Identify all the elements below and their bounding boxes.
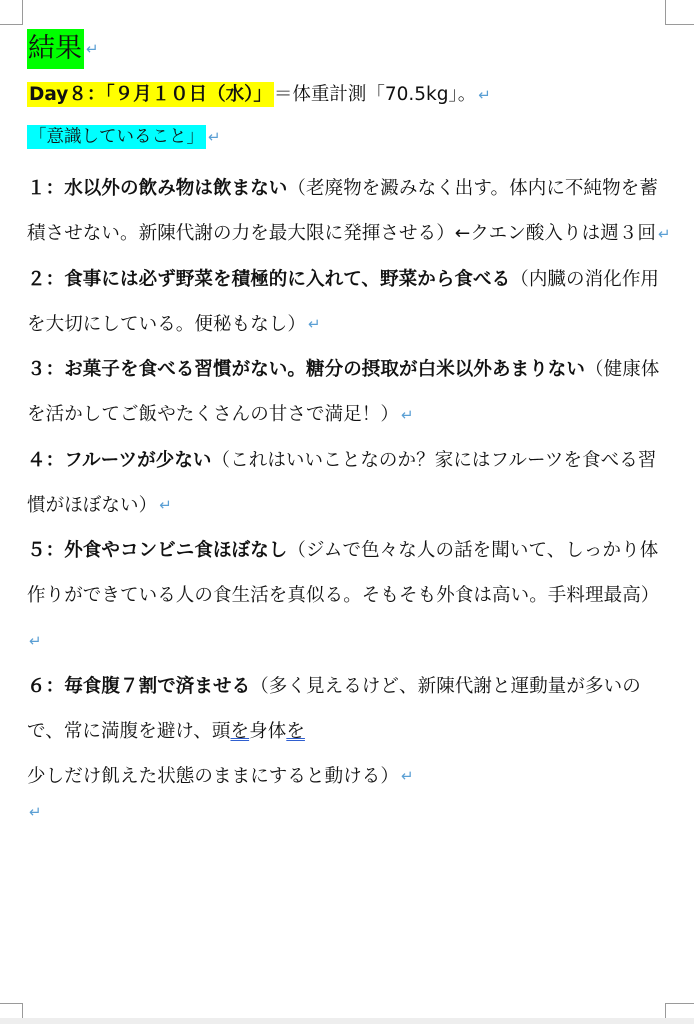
page-corner-top-left (0, 0, 23, 25)
item-heading: ２：食事には必ず野菜を積極的に入れて、野菜から食べる (27, 268, 511, 290)
item-heading: ３：お菓子を食べる習慣がない。糖分の摂取が白米以外あまりない (27, 359, 586, 380)
document-title: 結果 (27, 29, 84, 69)
weight-measurement-text: ＝体重計測「70.5kg」。 (273, 84, 477, 105)
paragraph-mark-icon: ↵ (86, 40, 99, 58)
day-weight-paragraph (27, 80, 672, 110)
awareness-heading: 「意識していること」 (29, 127, 204, 147)
item-heading: ４：フルーツが少ない (27, 449, 212, 471)
grammar-underline: を (286, 720, 305, 742)
item-heading: １：水以外の飲み物は飲まない (27, 178, 288, 199)
item-heading: ５：外食やコンビニ食ほぼなし (27, 540, 288, 561)
paragraph-mark-icon: ↵ (208, 128, 221, 146)
paragraph-mark-icon: ↵ (159, 496, 172, 514)
paragraph-mark-icon: ↵ (478, 86, 491, 104)
paragraph-mark-icon: ↵ (308, 315, 321, 333)
item-text: 少しだけ飢えた状態のままにすると動ける） (27, 765, 400, 787)
item-text: （これはいいことなのか？家にはフルーツを食べる習慣がほぼない） (27, 449, 657, 516)
day-date-highlight: Day８：「９月１０日（水）」 (29, 84, 272, 105)
document-body[interactable] (27, 27, 672, 824)
empty-paragraph (27, 799, 672, 824)
list-item (27, 166, 672, 257)
awareness-list (27, 166, 672, 799)
paragraph-mark-icon: ↵ (29, 802, 42, 821)
list-item (27, 347, 672, 438)
awareness-heading-paragraph (27, 122, 672, 152)
paragraph-mark-icon: ↵ (29, 631, 42, 650)
title-paragraph (27, 27, 672, 71)
item-text: （多く見えるけど、新陳代謝と運動量が多いので、常に満腹を避け、頭 (27, 675, 641, 742)
page-corner-top-right (665, 0, 694, 25)
item-heading: ６：毎食腹７割で済ませる (27, 675, 251, 697)
paragraph-mark-icon: ↵ (401, 405, 414, 424)
grammar-underline: を (230, 720, 250, 742)
list-item (27, 438, 672, 529)
item-text: （内臓の消化作用を大切にしている。便秘もなし） (27, 268, 660, 335)
paragraph-mark-icon: ↵ (658, 224, 671, 243)
page-bottom-edge (0, 1018, 694, 1024)
list-item (27, 664, 672, 800)
paragraph-mark-icon: ↵ (401, 767, 414, 785)
item-text: （ジムで色々な人の話を聞いて、しっかり体作りができている人の食生活を真似る。そもそも外食は高い。手料理最高） (27, 540, 660, 606)
list-item (27, 257, 672, 348)
item-text: （老廃物を澱みなく出す。体内に不純物を蓄積させない。新陳代謝の力を最大限に発揮させる）←クエン酸入りは週３回 (27, 178, 658, 244)
item-text: 身体 (249, 720, 287, 742)
list-item (27, 528, 672, 664)
item-text: （健康体を活かしてご飯やたくさんの甘さで満足！） (27, 359, 660, 425)
